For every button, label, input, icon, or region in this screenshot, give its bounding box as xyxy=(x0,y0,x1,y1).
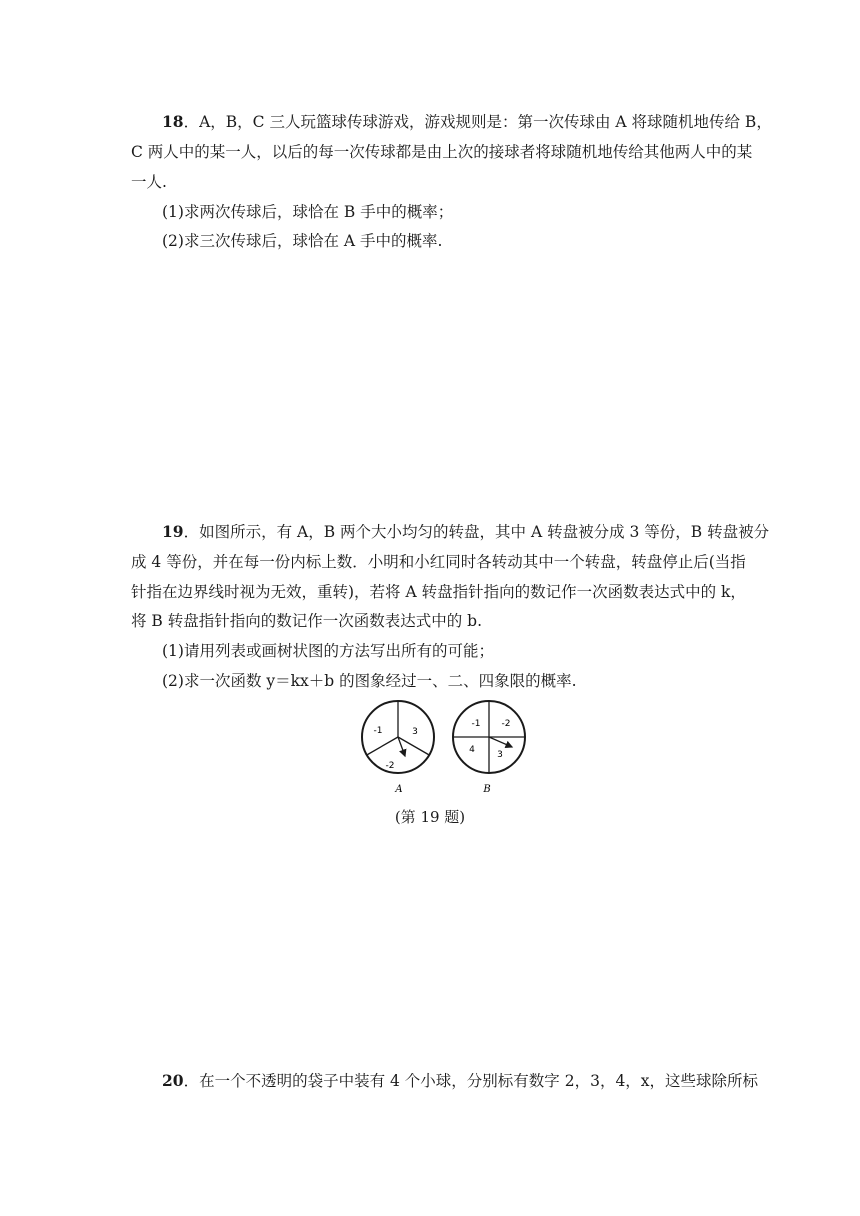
spinner-a-sector-3: -2 xyxy=(385,761,395,771)
spinner-b-sector-4: 3 xyxy=(497,750,503,760)
spinner-a-label: A xyxy=(395,784,403,795)
q20-line-1 xyxy=(162,1070,758,1092)
figure-caption: (第 19 题) xyxy=(394,808,466,826)
spinner-a-sector-2: 3 xyxy=(412,727,418,737)
q19-line-2: 成 4 等份，并在每一份内标上数．小明和小红同时各转动其中一个转盘，转盘停止后(当指 xyxy=(131,553,746,571)
spinner-a-divider-left xyxy=(367,737,398,755)
spinner-b-sector-1: -1 xyxy=(471,719,481,729)
q19-text-1: ．如图所示，有 A，B 两个大小均匀的转盘，其中 A 转盘被分成 3 等份，B 转盘被分 xyxy=(183,523,770,541)
spinner-b-sector-2: -2 xyxy=(501,719,511,729)
spinner-a xyxy=(362,701,434,795)
spinner-a-sector-1: -1 xyxy=(373,726,383,736)
q18-text-1: ．A，B，C 三人玩篮球传球游戏，游戏规则是：第一次传球由 A 将球随机地传给 B， xyxy=(183,113,772,131)
q20-text-1: ．在一个不透明的袋子中装有 4 个小球，分别标有数字 2，3，4，x，这些球除所标 xyxy=(183,1072,759,1090)
q18-number: 18 xyxy=(162,112,184,131)
q19-line-4: 将 B 转盘指针指向的数记作一次函数表达式中的 b. xyxy=(131,612,483,630)
spinner-b-sector-3: 4 xyxy=(469,745,475,755)
spinner-svg xyxy=(352,700,542,800)
q18-part-2: (2)求三次传球后，球恰在 A 手中的概率. xyxy=(162,232,443,250)
q19-part-2: (2)求一次函数 y＝kx＋b 的图象经过一、二、四象限的概率. xyxy=(162,672,577,690)
spinner-b-pointer xyxy=(489,737,512,747)
q18-line-1 xyxy=(162,111,772,133)
q18-line-3: 一人. xyxy=(131,173,167,191)
spinner-a-divider-right xyxy=(398,737,429,755)
q18-line-2: C 两人中的某一人，以后的每一次传球都是由上次的接球者将球随机地传给其他两人中的某 xyxy=(131,143,753,161)
spinner-b xyxy=(453,701,525,795)
q19-line-3: 针指在边界线时视为无效，重转)，若将 A 转盘指针指向的数记作一次函数表达式中的 k， xyxy=(131,583,746,601)
q20-number: 20 xyxy=(162,1071,184,1090)
q18-part-1: (1)求两次传球后，球恰在 B 手中的概率； xyxy=(162,203,454,221)
spinner-b-label: B xyxy=(483,784,491,795)
q19-part-1: (1)请用列表或画树状图的方法写出所有的可能； xyxy=(162,642,494,660)
q19-line-1 xyxy=(162,521,769,543)
q19-number: 19 xyxy=(162,522,184,541)
spinner-figure xyxy=(352,700,542,800)
